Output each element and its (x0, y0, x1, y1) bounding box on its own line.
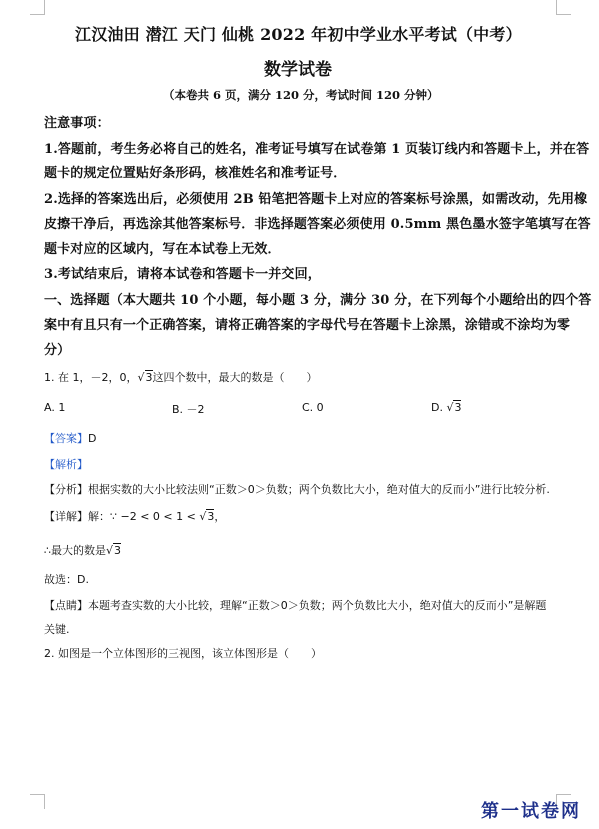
q1-stem-text: 1. 在 1，－2，0， (44, 371, 138, 384)
q1-stem-text-end: 这四个数中，最大的数是（ ） (152, 371, 318, 384)
conclusion-line: ∴最大的数是√3 (44, 544, 122, 557)
xiangjie-line: 【详解】解：∵ −2 < 0 < 1 < √3， (44, 510, 226, 523)
sqrt-symbol: √3 (199, 510, 215, 523)
question-2-stem: 2. 如图是一个立体图形的三视图，该立体图形是（ ） (44, 647, 322, 660)
paper-subtitle: 数学试卷 (264, 60, 332, 80)
dianjing-text: 本题考查实数的大小比较，理解“正数＞0＞负数；两个负数比大小，绝对值大的反而小”是解题 (88, 599, 547, 612)
answer-tag: 【答案】 (44, 432, 88, 445)
notice-line: 2.选择的答案选出后，必须使用 2B 铅笔把答题卡上对应的答案标号涂黑，如需改动，先用橡 (44, 192, 588, 207)
site-watermark-logo: 第一试卷网 (481, 801, 581, 822)
xiangjie-tag: 【详解】 (44, 510, 88, 523)
analysis-tag: 【解析】 (44, 458, 88, 471)
crop-mark-top-left (30, 0, 45, 15)
fenxi-tag: 【分析】 (44, 483, 88, 496)
section-heading-line: 一、选择题（本大题共 10 个小题，每小题 3 分，满分 30 分，在下列每个小题给出的四个答 (44, 293, 592, 308)
crop-mark-bottom-left (30, 794, 45, 809)
option-c: C. 0 (302, 401, 324, 414)
dianjing-line-2: 关键. (44, 623, 70, 636)
option-d: D. √3 (431, 401, 462, 414)
notice-line: 皮擦干净后，再选涂其他答案标号．非选择题答案必须使用 0.5mm 黑色墨水签字笔填写在答 (44, 217, 591, 232)
option-b: B. －2 (172, 403, 205, 416)
option-a: A. 1 (44, 401, 66, 414)
section-heading-line: 分） (44, 343, 71, 358)
question-1-stem (44, 369, 318, 385)
notice-line: 3.考试结束后，请将本试卷和答题卡一并交回， (44, 267, 321, 282)
dianjing-line (44, 597, 546, 613)
notice-line: 1.答题前，考生务必将自己的姓名，准考证号填写在试卷第 1 页装订线内和答题卡上，并在答 (44, 142, 590, 157)
choice-line: 故选：D. (44, 573, 89, 586)
answer-value: D (88, 432, 97, 445)
sqrt-symbol: √3 (106, 544, 122, 557)
exam-title: 江汉油田 潜江 天门 仙桃 2022 年初中学业水平考试（中考） (75, 25, 522, 44)
fenxi-line (44, 481, 550, 497)
answer-line (44, 430, 96, 446)
sqrt-symbol: √3 (446, 401, 462, 414)
fenxi-text: 根据实数的大小比较法则“正数＞0＞负数；两个负数比大小，绝对值大的反而小”进行比较分析. (88, 483, 550, 496)
crop-mark-top-right (556, 0, 571, 15)
notice-line: 题卡的规定位置贴好条形码，核准姓名和准考证号． (44, 166, 347, 181)
exam-info: （本卷共 6 页，满分 120 分，考试时间 120 分钟） (163, 88, 439, 102)
dianjing-tag: 【点睛】 (44, 599, 88, 612)
notice-line: 题卡对应的区域内，写在本试卷上无效． (44, 242, 281, 257)
notice-heading: 注意事项： (44, 116, 110, 131)
xiangjie-text: 解：∵ −2 < 0 < 1 < (88, 510, 196, 523)
sqrt-symbol: √3 (137, 371, 153, 384)
section-heading-line: 案中有且只有一个正确答案，请将正确答案的字母代号在答题卡上涂黑，涂错或不涂均为零 (44, 318, 571, 333)
